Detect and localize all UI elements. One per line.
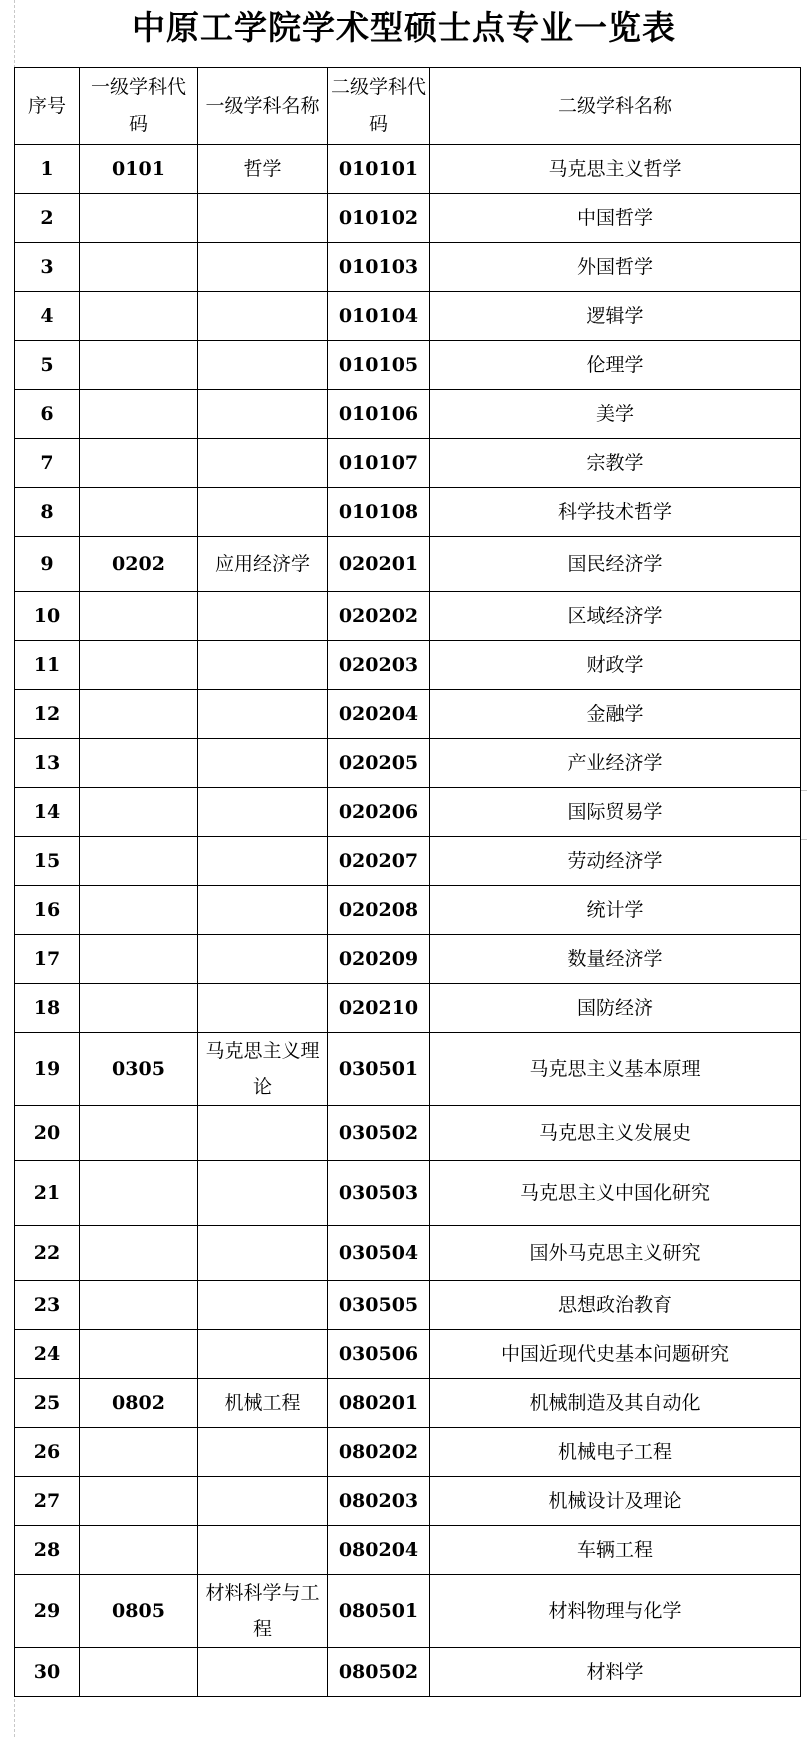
cell-second-code: 020201: [328, 537, 430, 592]
header-second-code: 二级学科代码: [328, 68, 430, 145]
cell-first-code: 0805: [80, 1575, 198, 1648]
table-row: [15, 243, 801, 292]
cell-second-code: 010104: [328, 292, 430, 341]
cell-first-name: [198, 1281, 328, 1330]
cell-seq: 23: [15, 1281, 80, 1330]
cell-second-code: 080204: [328, 1526, 430, 1575]
cell-second-code: 030503: [328, 1161, 430, 1226]
table-row: [15, 1161, 801, 1226]
cell-first-code: [80, 592, 198, 641]
cell-first-name: [198, 1526, 328, 1575]
table-row: [15, 1033, 801, 1106]
header-second-name: 二级学科名称: [430, 68, 801, 145]
cell-second-code: 010106: [328, 390, 430, 439]
table-row: [15, 1575, 801, 1648]
cell-second-name: 宗教学: [430, 439, 801, 488]
table-row: [15, 439, 801, 488]
cell-second-name: 马克思主义哲学: [430, 145, 801, 194]
cell-first-code: [80, 984, 198, 1033]
cell-second-name: 外国哲学: [430, 243, 801, 292]
cell-first-name: 应用经济学: [198, 537, 328, 592]
cell-seq: 12: [15, 690, 80, 739]
table-row: [15, 886, 801, 935]
cell-second-code: 020208: [328, 886, 430, 935]
cell-first-code: [80, 341, 198, 390]
table-row: [15, 488, 801, 537]
table-row: [15, 194, 801, 243]
cell-first-name: [198, 439, 328, 488]
cell-second-code: 080202: [328, 1428, 430, 1477]
cell-seq: 8: [15, 488, 80, 537]
cell-seq: 6: [15, 390, 80, 439]
table-header-row: [15, 68, 801, 145]
table-row: [15, 341, 801, 390]
cell-first-code: [80, 292, 198, 341]
cell-seq: 18: [15, 984, 80, 1033]
cell-first-name: 机械工程: [198, 1379, 328, 1428]
cell-first-code: [80, 837, 198, 886]
cell-seq: 14: [15, 788, 80, 837]
cell-second-code: 080201: [328, 1379, 430, 1428]
cell-second-code: 020205: [328, 739, 430, 788]
cell-seq: 16: [15, 886, 80, 935]
cell-second-code: 020209: [328, 935, 430, 984]
cell-first-code: [80, 1526, 198, 1575]
cell-first-code: [80, 1106, 198, 1161]
table-row: [15, 1477, 801, 1526]
cell-second-name: 机械电子工程: [430, 1428, 801, 1477]
table-row: [15, 739, 801, 788]
cell-seq: 29: [15, 1575, 80, 1648]
cell-second-name: 美学: [430, 390, 801, 439]
cell-second-code: 010101: [328, 145, 430, 194]
cell-first-code: [80, 1648, 198, 1697]
cell-second-code: 020210: [328, 984, 430, 1033]
table-row: [15, 984, 801, 1033]
cell-second-name: 机械制造及其自动化: [430, 1379, 801, 1428]
table-row: [15, 935, 801, 984]
cell-first-code: [80, 886, 198, 935]
cell-first-name: [198, 292, 328, 341]
table-row: [15, 145, 801, 194]
cell-second-code: 010105: [328, 341, 430, 390]
cell-second-name: 劳动经济学: [430, 837, 801, 886]
cell-second-name: 伦理学: [430, 341, 801, 390]
cell-first-name: [198, 690, 328, 739]
cell-seq: 30: [15, 1648, 80, 1697]
cell-seq: 2: [15, 194, 80, 243]
cell-second-code: 030505: [328, 1281, 430, 1330]
cell-seq: 26: [15, 1428, 80, 1477]
cell-first-name: 马克思主义理论: [198, 1033, 328, 1106]
cell-second-name: 国外马克思主义研究: [430, 1226, 801, 1281]
header-seq: 序号: [15, 68, 80, 145]
table-row: [15, 1428, 801, 1477]
cell-first-name: [198, 488, 328, 537]
cell-first-code: [80, 739, 198, 788]
cell-second-code: 080501: [328, 1575, 430, 1648]
page-title: 中原工学院学术型硕士点专业一览表: [132, 8, 676, 47]
cell-first-name: [198, 1477, 328, 1526]
cell-seq: 24: [15, 1330, 80, 1379]
cell-second-code: 020202: [328, 592, 430, 641]
cell-first-code: [80, 1477, 198, 1526]
cell-second-name: 马克思主义基本原理: [430, 1033, 801, 1106]
cell-seq: 21: [15, 1161, 80, 1226]
cell-first-name: [198, 1161, 328, 1226]
cell-second-name: 中国近现代史基本问题研究: [430, 1330, 801, 1379]
cell-second-name: 材料物理与化学: [430, 1575, 801, 1648]
cell-first-name: [198, 194, 328, 243]
cell-second-code: 010108: [328, 488, 430, 537]
cell-second-name: 逻辑学: [430, 292, 801, 341]
cell-second-name: 金融学: [430, 690, 801, 739]
cell-first-code: [80, 194, 198, 243]
cell-second-name: 区域经济学: [430, 592, 801, 641]
table-row: [15, 537, 801, 592]
header-first-code: 一级学科代码: [80, 68, 198, 145]
cell-first-name: [198, 243, 328, 292]
table-row: [15, 390, 801, 439]
cell-second-name: 马克思主义发展史: [430, 1106, 801, 1161]
cell-second-code: 080203: [328, 1477, 430, 1526]
cell-first-name: [198, 1330, 328, 1379]
cell-second-code: 020203: [328, 641, 430, 690]
table-row: [15, 1330, 801, 1379]
cell-seq: 3: [15, 243, 80, 292]
cell-first-code: [80, 1428, 198, 1477]
cell-first-code: [80, 243, 198, 292]
cell-seq: 27: [15, 1477, 80, 1526]
cell-second-code: 030502: [328, 1106, 430, 1161]
cell-first-code: [80, 390, 198, 439]
scroll-edge-marker: [801, 790, 807, 840]
cell-second-name: 财政学: [430, 641, 801, 690]
cell-first-name: [198, 592, 328, 641]
cell-first-name: [198, 341, 328, 390]
cell-first-name: 材料科学与工程: [198, 1575, 328, 1648]
cell-first-code: [80, 935, 198, 984]
cell-first-name: [198, 1226, 328, 1281]
cell-second-code: 010103: [328, 243, 430, 292]
cell-seq: 20: [15, 1106, 80, 1161]
table-row: [15, 1379, 801, 1428]
cell-seq: 17: [15, 935, 80, 984]
table-row: [15, 1281, 801, 1330]
cell-first-name: [198, 390, 328, 439]
cell-second-name: 机械设计及理论: [430, 1477, 801, 1526]
cell-second-name: 国民经济学: [430, 537, 801, 592]
cell-second-name: 统计学: [430, 886, 801, 935]
cell-first-code: [80, 488, 198, 537]
cell-second-code: 030504: [328, 1226, 430, 1281]
cell-first-name: [198, 935, 328, 984]
cell-first-code: [80, 690, 198, 739]
cell-first-code: 0802: [80, 1379, 198, 1428]
table-row: [15, 690, 801, 739]
table-row: [15, 292, 801, 341]
table-row: [15, 1648, 801, 1697]
cell-second-name: 数量经济学: [430, 935, 801, 984]
cell-second-code: 010102: [328, 194, 430, 243]
cell-second-name: 马克思主义中国化研究: [430, 1161, 801, 1226]
cell-second-name: 车辆工程: [430, 1526, 801, 1575]
cell-first-name: [198, 788, 328, 837]
table-body: [15, 145, 801, 1697]
cell-first-code: 0101: [80, 145, 198, 194]
cell-seq: 9: [15, 537, 80, 592]
cell-first-name: [198, 1428, 328, 1477]
cell-first-code: 0202: [80, 537, 198, 592]
cell-seq: 15: [15, 837, 80, 886]
cell-second-name: 产业经济学: [430, 739, 801, 788]
cell-first-code: [80, 1161, 198, 1226]
cell-second-code: 020204: [328, 690, 430, 739]
table-row: [15, 837, 801, 886]
cell-second-code: 020207: [328, 837, 430, 886]
cell-seq: 4: [15, 292, 80, 341]
table-row: [15, 641, 801, 690]
cell-second-name: 科学技术哲学: [430, 488, 801, 537]
table-row: [15, 788, 801, 837]
table-row: [15, 1106, 801, 1161]
majors-table: [14, 67, 801, 1697]
cell-seq: 25: [15, 1379, 80, 1428]
cell-first-code: [80, 439, 198, 488]
table-row: [15, 1526, 801, 1575]
cell-first-code: [80, 1226, 198, 1281]
cell-first-name: [198, 837, 328, 886]
cell-second-name: 思想政治教育: [430, 1281, 801, 1330]
cell-seq: 28: [15, 1526, 80, 1575]
cell-seq: 1: [15, 145, 80, 194]
cell-first-name: [198, 739, 328, 788]
cell-second-name: 材料学: [430, 1648, 801, 1697]
cell-first-code: [80, 788, 198, 837]
cell-second-code: 010107: [328, 439, 430, 488]
cell-seq: 5: [15, 341, 80, 390]
cell-first-code: 0305: [80, 1033, 198, 1106]
cell-first-name: [198, 1106, 328, 1161]
cell-second-code: 030506: [328, 1330, 430, 1379]
cell-first-code: [80, 641, 198, 690]
cell-first-name: [198, 984, 328, 1033]
cell-second-code: 080502: [328, 1648, 430, 1697]
cell-first-name: [198, 886, 328, 935]
cell-seq: 22: [15, 1226, 80, 1281]
header-first-name: 一级学科名称: [198, 68, 328, 145]
cell-second-name: 中国哲学: [430, 194, 801, 243]
cell-first-name: [198, 641, 328, 690]
cell-second-name: 国防经济: [430, 984, 801, 1033]
cell-second-code: 030501: [328, 1033, 430, 1106]
cell-seq: 10: [15, 592, 80, 641]
table-row: [15, 1226, 801, 1281]
cell-first-code: [80, 1281, 198, 1330]
cell-seq: 19: [15, 1033, 80, 1106]
cell-second-code: 020206: [328, 788, 430, 837]
cell-seq: 11: [15, 641, 80, 690]
cell-seq: 7: [15, 439, 80, 488]
cell-second-name: 国际贸易学: [430, 788, 801, 837]
cell-first-name: [198, 1648, 328, 1697]
cell-seq: 13: [15, 739, 80, 788]
cell-first-code: [80, 1330, 198, 1379]
cell-first-name: 哲学: [198, 145, 328, 194]
table-row: [15, 592, 801, 641]
